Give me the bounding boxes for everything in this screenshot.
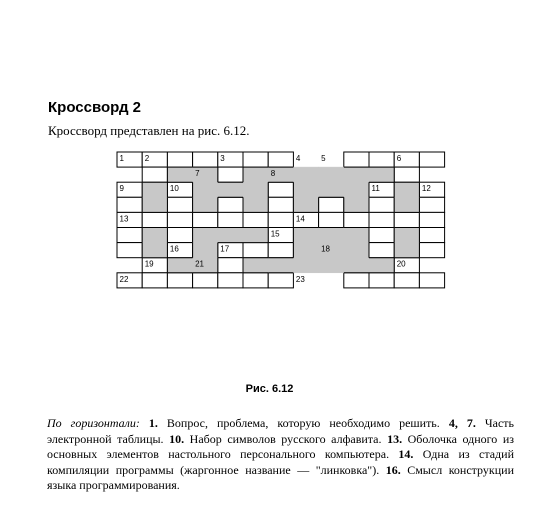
shaded-block — [142, 182, 167, 197]
grid-cell — [117, 197, 142, 212]
shaded-block — [319, 258, 344, 273]
grid-cell — [268, 243, 293, 258]
clue-number-label: 10 — [169, 184, 179, 194]
grid-cell — [167, 273, 192, 288]
grid-cell — [319, 197, 344, 212]
grid-cell — [419, 243, 444, 258]
clue-number-label: 17 — [220, 244, 230, 254]
grid-cell — [419, 212, 444, 227]
clue-text: Набор символов русского алфавита. — [184, 431, 388, 446]
grid-cell — [142, 167, 167, 182]
grid-cell — [218, 258, 243, 273]
clue-number-label: 15 — [270, 229, 280, 239]
shaded-block — [293, 243, 318, 258]
shaded-block — [344, 228, 369, 243]
grid-cell — [193, 152, 218, 167]
clue-number-label: 14 — [295, 214, 305, 224]
grid-cell — [344, 212, 369, 227]
shaded-block — [344, 243, 369, 258]
clues-lead: По горизонтали: — [47, 416, 140, 430]
grid-cell — [344, 273, 369, 288]
shaded-block — [394, 228, 419, 243]
grid-cell — [369, 243, 394, 258]
clue-number-label: 9 — [119, 184, 124, 194]
grid-cell — [117, 228, 142, 243]
grid-cell — [167, 152, 192, 167]
shaded-block — [268, 258, 293, 273]
shaded-block — [394, 182, 419, 197]
grid-cell — [369, 228, 394, 243]
shaded-block — [193, 197, 218, 212]
shaded-block — [319, 228, 344, 243]
grid-cell — [394, 273, 419, 288]
shaded-block — [218, 182, 243, 197]
clue-number-label: 4 — [295, 154, 301, 163]
shaded-block — [243, 167, 268, 182]
grid-cell — [243, 212, 268, 227]
clue-number-label: 3 — [220, 154, 225, 163]
shaded-block — [344, 258, 369, 273]
grid-cell — [344, 152, 369, 167]
clue-number-label: 16 — [169, 244, 179, 254]
clue-text: Смысл конструкции языка программирования. — [47, 462, 514, 493]
shaded-block — [243, 258, 268, 273]
grid-cell — [319, 212, 344, 227]
grid-cell — [218, 212, 243, 227]
shaded-block — [344, 167, 369, 182]
shaded-block — [293, 197, 318, 212]
shaded-block — [344, 197, 369, 212]
clue-text: Часть электронной таблицы. — [47, 416, 515, 446]
shaded-block — [369, 167, 394, 182]
clue-number-label: 21 — [195, 259, 205, 269]
grid-cell — [268, 212, 293, 227]
grid-cell — [193, 212, 218, 227]
clue-number: 4, 7. — [448, 416, 476, 430]
clue-number-label: 8 — [270, 169, 276, 179]
clue-number-label: 1 — [119, 154, 124, 163]
grid-cell — [167, 212, 192, 227]
grid-cell — [117, 243, 142, 258]
clue-number: 14. — [398, 447, 414, 462]
figure-caption: Рис. 6.12 — [245, 383, 294, 395]
grid-cell — [268, 152, 293, 167]
grid-cell — [369, 197, 394, 212]
shaded-block — [394, 197, 419, 212]
clue-text: Оболочка одного из основных элементов настольного персонального компьютера. — [47, 431, 514, 462]
clues-text — [47, 416, 514, 494]
grid-cell — [369, 273, 394, 288]
grid-cell — [167, 197, 192, 212]
clue-number: 13. — [387, 431, 403, 446]
clue-item — [169, 432, 387, 446]
grid-cell — [243, 243, 268, 258]
grid-cell — [142, 273, 167, 288]
clue-text: Вопрос, проблема, которую необходимо решить. — [157, 416, 449, 430]
clue-number-label: 22 — [119, 274, 129, 284]
clue-number-label: 20 — [396, 259, 406, 269]
shaded-block — [243, 228, 268, 243]
shaded-block — [344, 182, 369, 197]
grid-cell — [268, 273, 293, 288]
grid-cell — [394, 212, 419, 227]
shaded-block — [142, 243, 167, 258]
grid-cell — [419, 228, 444, 243]
shaded-block — [394, 243, 419, 258]
clue-number-label: 5 — [321, 154, 326, 163]
shaded-block — [243, 182, 268, 197]
shaded-block — [293, 258, 318, 273]
shaded-block — [319, 167, 344, 182]
clue-number-label: 19 — [144, 259, 154, 269]
grid-cell — [419, 273, 444, 288]
shaded-block — [293, 182, 318, 197]
grid-cell — [243, 273, 268, 288]
clue-number-label: 2 — [144, 154, 150, 163]
clue-number: 10. — [169, 431, 185, 446]
clue-text: Одна из стадий компиляции программы (жаргонное название — "линковка"). — [47, 447, 514, 477]
intro-text: Кроссворд представлен на рис. 6.12. — [48, 123, 250, 138]
grid-cell — [218, 167, 243, 182]
shaded-block — [167, 167, 192, 182]
grid-cell — [268, 197, 293, 212]
grid-cell — [394, 167, 419, 182]
grid-cell — [218, 273, 243, 288]
shaded-block — [369, 258, 394, 273]
shaded-block — [293, 228, 318, 243]
page-title: Кроссворд 2 — [48, 99, 141, 116]
shaded-block — [167, 258, 192, 273]
clue-number-label: 6 — [396, 154, 402, 163]
shaded-block — [319, 182, 344, 197]
grid-cell — [218, 197, 243, 212]
shaded-block — [193, 243, 218, 258]
shaded-block — [293, 167, 318, 182]
clue-number-label: 18 — [321, 244, 331, 254]
grid-cell — [193, 273, 218, 288]
grid-cell — [268, 182, 293, 197]
shaded-block — [218, 228, 243, 243]
clue-number-label: 11 — [371, 184, 380, 194]
grid-cell — [167, 228, 192, 243]
grid-cell — [142, 212, 167, 227]
shaded-block — [193, 182, 218, 197]
grid-cell — [369, 212, 394, 227]
shaded-block — [193, 228, 218, 243]
grid-cell — [419, 197, 444, 212]
clue-number-label: 23 — [295, 274, 305, 284]
shaded-block — [142, 228, 167, 243]
clue-number-label: 13 — [119, 214, 129, 224]
clue-number: 1. — [148, 416, 158, 430]
clue-number: 16. — [385, 462, 401, 477]
shaded-block — [142, 197, 167, 212]
shaded-block — [243, 197, 268, 212]
clue-item — [149, 416, 449, 430]
grid-cell — [419, 152, 444, 167]
grid-cell — [369, 152, 394, 167]
clue-number-label: 12 — [421, 184, 431, 194]
clue-number-label: 7 — [195, 169, 200, 179]
grid-cell — [243, 152, 268, 167]
